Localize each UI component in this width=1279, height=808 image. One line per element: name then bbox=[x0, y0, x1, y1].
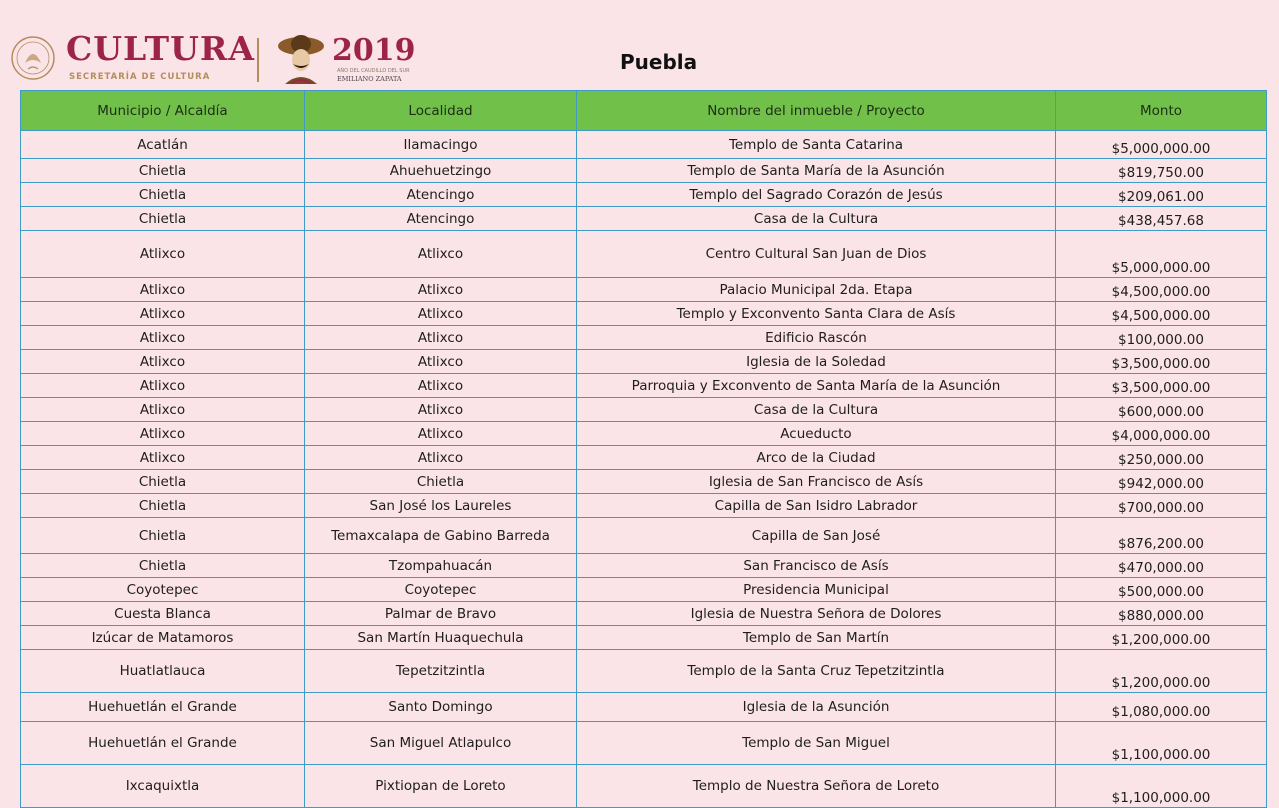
cell-monto: $5,000,000.00 bbox=[1056, 231, 1267, 278]
table-row bbox=[21, 183, 1267, 207]
cell-municipio: Atlixco bbox=[21, 278, 305, 302]
year-tagline: AÑO DEL CAUDILLO DEL SUR bbox=[337, 68, 410, 74]
cell-monto: $4,000,000.00 bbox=[1056, 422, 1267, 446]
cell-municipio: Atlixco bbox=[21, 350, 305, 374]
cell-municipio: Huehuetlán el Grande bbox=[21, 722, 305, 765]
cell-monto: $1,200,000.00 bbox=[1056, 626, 1267, 650]
table-row bbox=[21, 398, 1267, 422]
cell-localidad: Tepetzitzintla bbox=[305, 650, 577, 693]
column-header-inmueble: Nombre del inmueble / Proyecto bbox=[577, 91, 1056, 131]
cell-inmueble: Iglesia de Nuestra Señora de Dolores bbox=[577, 602, 1056, 626]
cell-inmueble: Presidencia Municipal bbox=[577, 578, 1056, 602]
national-seal-icon bbox=[10, 33, 56, 83]
table-row bbox=[21, 159, 1267, 183]
cell-inmueble: Casa de la Cultura bbox=[577, 207, 1056, 231]
cell-monto: $3,500,000.00 bbox=[1056, 374, 1267, 398]
cell-monto: $876,200.00 bbox=[1056, 518, 1267, 554]
cell-inmueble: Casa de la Cultura bbox=[577, 398, 1056, 422]
cell-municipio: Atlixco bbox=[21, 231, 305, 278]
cell-inmueble: Templo de Nuestra Señora de Loreto bbox=[577, 765, 1056, 808]
cell-monto: $1,200,000.00 bbox=[1056, 650, 1267, 693]
cell-inmueble: Edificio Rascón bbox=[577, 326, 1056, 350]
table-row bbox=[21, 422, 1267, 446]
page-title: Puebla bbox=[620, 50, 698, 74]
cell-inmueble: Templo de Santa Catarina bbox=[577, 131, 1056, 159]
cell-localidad: Pixtiopan de Loreto bbox=[305, 765, 577, 808]
cell-inmueble: Templo de Santa María de la Asunción bbox=[577, 159, 1056, 183]
zapata-portrait-icon bbox=[277, 30, 325, 84]
table-row bbox=[21, 470, 1267, 494]
cell-localidad: Ahuehuetzingo bbox=[305, 159, 577, 183]
cell-monto: $600,000.00 bbox=[1056, 398, 1267, 422]
cell-monto: $1,100,000.00 bbox=[1056, 722, 1267, 765]
cell-inmueble: Templo de la Santa Cruz Tepetzitzintla bbox=[577, 650, 1056, 693]
cell-inmueble: Templo de San Martín bbox=[577, 626, 1056, 650]
cell-inmueble: Parroquia y Exconvento de Santa María de la Asunción bbox=[577, 374, 1056, 398]
cell-monto: $880,000.00 bbox=[1056, 602, 1267, 626]
cell-municipio: Atlixco bbox=[21, 326, 305, 350]
cell-inmueble: Acueducto bbox=[577, 422, 1056, 446]
cell-inmueble: Palacio Municipal 2da. Etapa bbox=[577, 278, 1056, 302]
cell-localidad: Atlixco bbox=[305, 278, 577, 302]
cell-monto: $942,000.00 bbox=[1056, 470, 1267, 494]
cell-municipio: Cuesta Blanca bbox=[21, 602, 305, 626]
cell-municipio: Chietla bbox=[21, 207, 305, 231]
cell-monto: $250,000.00 bbox=[1056, 446, 1267, 470]
cell-localidad: Ilamacingo bbox=[305, 131, 577, 159]
table-row bbox=[21, 207, 1267, 231]
cell-localidad: Palmar de Bravo bbox=[305, 602, 577, 626]
cell-municipio: Atlixco bbox=[21, 302, 305, 326]
table-header-row bbox=[21, 91, 1267, 131]
cell-municipio: Chietla bbox=[21, 494, 305, 518]
column-header-municipio: Municipio / Alcaldía bbox=[21, 91, 305, 131]
table-row bbox=[21, 578, 1267, 602]
table-row bbox=[21, 650, 1267, 693]
cell-localidad: Atencingo bbox=[305, 207, 577, 231]
cell-monto: $100,000.00 bbox=[1056, 326, 1267, 350]
cell-inmueble: San Francisco de Asís bbox=[577, 554, 1056, 578]
cell-inmueble: Iglesia de la Asunción bbox=[577, 693, 1056, 722]
table-row bbox=[21, 554, 1267, 578]
table-row bbox=[21, 602, 1267, 626]
page-header bbox=[0, 0, 1279, 90]
table-row bbox=[21, 302, 1267, 326]
column-header-localidad: Localidad bbox=[305, 91, 577, 131]
cell-monto: $5,000,000.00 bbox=[1056, 131, 1267, 159]
cell-municipio: Chietla bbox=[21, 159, 305, 183]
cell-monto: $500,000.00 bbox=[1056, 578, 1267, 602]
cell-localidad: Atencingo bbox=[305, 183, 577, 207]
cell-monto: $700,000.00 bbox=[1056, 494, 1267, 518]
cell-inmueble: Arco de la Ciudad bbox=[577, 446, 1056, 470]
cell-municipio: Chietla bbox=[21, 554, 305, 578]
cell-municipio: Huehuetlán el Grande bbox=[21, 693, 305, 722]
cell-localidad: Atlixco bbox=[305, 231, 577, 278]
cell-inmueble: Templo y Exconvento Santa Clara de Asís bbox=[577, 302, 1056, 326]
cell-municipio: Atlixco bbox=[21, 422, 305, 446]
projects-table bbox=[20, 90, 1267, 808]
cell-municipio: Atlixco bbox=[21, 374, 305, 398]
cell-localidad: Atlixco bbox=[305, 326, 577, 350]
table-row bbox=[21, 350, 1267, 374]
cell-monto: $470,000.00 bbox=[1056, 554, 1267, 578]
year-subtitle: EMILIANO ZAPATA bbox=[337, 75, 402, 83]
cell-inmueble: Templo del Sagrado Corazón de Jesús bbox=[577, 183, 1056, 207]
cell-municipio: Ixcaquixtla bbox=[21, 765, 305, 808]
brand-subtitle: SECRETARÍA DE CULTURA bbox=[69, 72, 211, 82]
cell-monto: $819,750.00 bbox=[1056, 159, 1267, 183]
cell-municipio: Atlixco bbox=[21, 398, 305, 422]
cell-municipio: Chietla bbox=[21, 518, 305, 554]
table-row bbox=[21, 446, 1267, 470]
cell-inmueble: Centro Cultural San Juan de Dios bbox=[577, 231, 1056, 278]
cell-monto: $4,500,000.00 bbox=[1056, 302, 1267, 326]
cell-monto: $1,100,000.00 bbox=[1056, 765, 1267, 808]
header-divider bbox=[257, 38, 259, 82]
cell-inmueble: Iglesia de la Soledad bbox=[577, 350, 1056, 374]
table-row bbox=[21, 326, 1267, 350]
brand-title: CULTURA bbox=[66, 29, 255, 68]
cell-inmueble: Capilla de San Isidro Labrador bbox=[577, 494, 1056, 518]
cell-localidad: Atlixco bbox=[305, 350, 577, 374]
cell-localidad: Santo Domingo bbox=[305, 693, 577, 722]
table-row bbox=[21, 131, 1267, 159]
cell-localidad: Atlixco bbox=[305, 374, 577, 398]
cell-localidad: Coyotepec bbox=[305, 578, 577, 602]
cell-inmueble: Iglesia de San Francisco de Asís bbox=[577, 470, 1056, 494]
cell-municipio: Atlixco bbox=[21, 446, 305, 470]
cell-municipio: Izúcar de Matamoros bbox=[21, 626, 305, 650]
table-row bbox=[21, 494, 1267, 518]
cell-monto: $1,080,000.00 bbox=[1056, 693, 1267, 722]
cell-localidad: Atlixco bbox=[305, 446, 577, 470]
table-row bbox=[21, 722, 1267, 765]
cell-monto: $438,457.68 bbox=[1056, 207, 1267, 231]
column-header-monto: Monto bbox=[1056, 91, 1267, 131]
cell-municipio: Chietla bbox=[21, 183, 305, 207]
cell-municipio: Huatlatlauca bbox=[21, 650, 305, 693]
cell-localidad: San Miguel Atlapulco bbox=[305, 722, 577, 765]
table-row bbox=[21, 374, 1267, 398]
table-row bbox=[21, 518, 1267, 554]
cell-localidad: Tzompahuacán bbox=[305, 554, 577, 578]
cell-inmueble: Capilla de San José bbox=[577, 518, 1056, 554]
cell-localidad: San Martín Huaquechula bbox=[305, 626, 577, 650]
table-row bbox=[21, 693, 1267, 722]
cell-localidad: Atlixco bbox=[305, 398, 577, 422]
cell-localidad: Atlixco bbox=[305, 302, 577, 326]
cell-monto: $209,061.00 bbox=[1056, 183, 1267, 207]
cell-monto: $3,500,000.00 bbox=[1056, 350, 1267, 374]
cell-inmueble: Templo de San Miguel bbox=[577, 722, 1056, 765]
year-label: 2019 bbox=[332, 33, 416, 68]
cell-municipio: Chietla bbox=[21, 470, 305, 494]
cell-municipio: Acatlán bbox=[21, 131, 305, 159]
cell-monto: $4,500,000.00 bbox=[1056, 278, 1267, 302]
table-row bbox=[21, 765, 1267, 808]
cell-localidad: San José los Laureles bbox=[305, 494, 577, 518]
table-row bbox=[21, 626, 1267, 650]
table-row bbox=[21, 231, 1267, 278]
cell-localidad: Chietla bbox=[305, 470, 577, 494]
cell-localidad: Atlixco bbox=[305, 422, 577, 446]
cell-localidad: Temaxcalapa de Gabino Barreda bbox=[305, 518, 577, 554]
table-row bbox=[21, 278, 1267, 302]
cell-municipio: Coyotepec bbox=[21, 578, 305, 602]
